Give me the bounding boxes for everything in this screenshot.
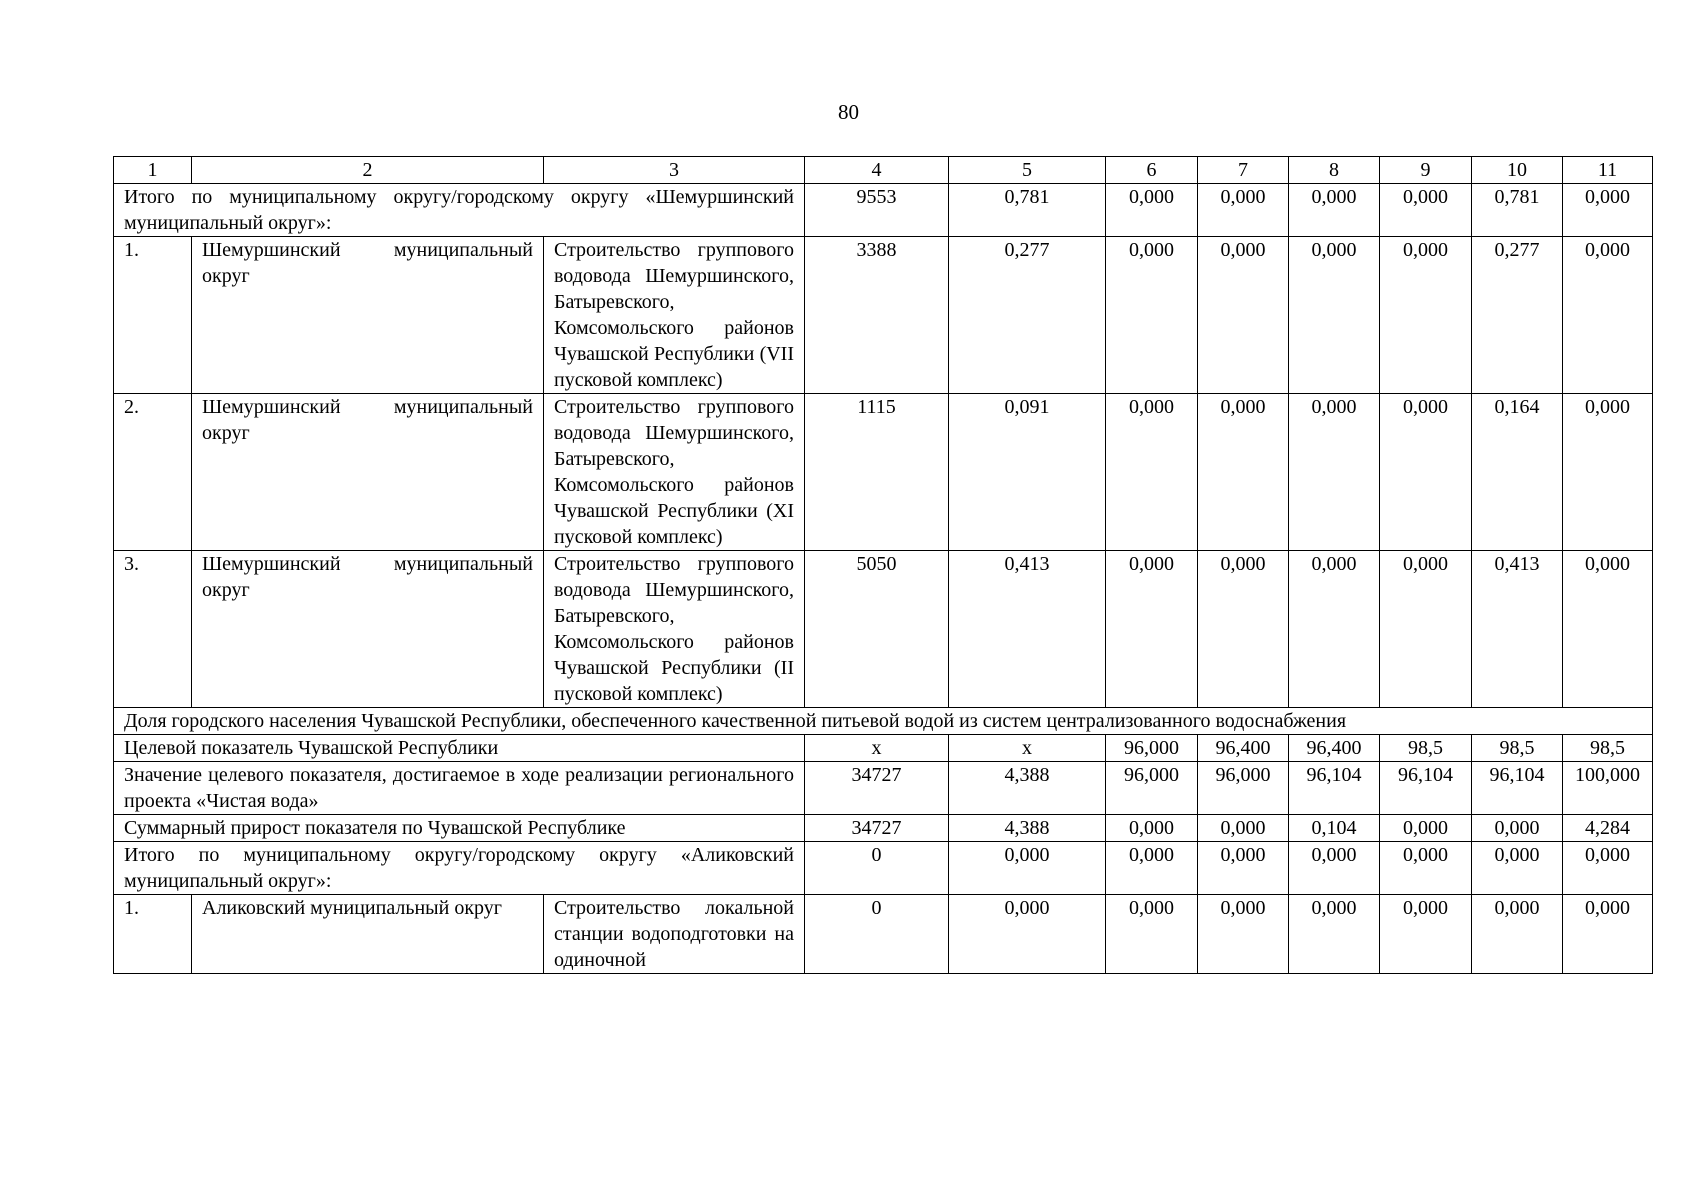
value-cell: 0,000 (1106, 895, 1198, 974)
value-cell: 96,104 (1472, 762, 1563, 815)
table-row (114, 237, 1653, 394)
value-cell: 0,000 (1289, 895, 1380, 974)
value-cell: 5050 (805, 551, 949, 708)
value-cell: 0,277 (1472, 237, 1563, 394)
value-cell: х (949, 735, 1106, 762)
value-cell: 0,000 (1289, 184, 1380, 237)
value-cell: 0,000 (1563, 237, 1653, 394)
value-cell: 100,000 (1563, 762, 1653, 815)
value-cell: 96,000 (1106, 735, 1198, 762)
header-cell: 9 (1380, 157, 1472, 184)
value-cell: 0,000 (1106, 184, 1198, 237)
header-row (114, 157, 1653, 184)
value-cell: 0,000 (1563, 551, 1653, 708)
value-cell: 0,000 (949, 842, 1106, 895)
target-label: Целевой показатель Чувашской Республики (114, 735, 805, 762)
value-cell: 0,781 (1472, 184, 1563, 237)
value-cell: 0,000 (1106, 237, 1198, 394)
subtotal-label: Итого по муниципальному округу/городскому округу «Шемуршинский муниципальный округ»: (114, 184, 805, 237)
value-cell: 34727 (805, 815, 949, 842)
section-title-row (114, 708, 1653, 735)
table-row (114, 394, 1653, 551)
value-cell: 0,000 (1472, 895, 1563, 974)
value-cell: 96,104 (1380, 762, 1472, 815)
value-cell: 0,091 (949, 394, 1106, 551)
value-cell: 3388 (805, 237, 949, 394)
target-row (114, 735, 1653, 762)
value-cell: 98,5 (1472, 735, 1563, 762)
row-number: 1. (114, 895, 192, 974)
project-cell: Строительство группового водовода Шемуршинского, Батыревского, Комсомольского районов Чувашской Республики (VII пусковой комплекс) (544, 237, 805, 394)
value-cell: 0,164 (1472, 394, 1563, 551)
achieved-label: Значение целевого показателя, достигаемое в ходе реализации регионального проекта «Чистая вода» (114, 762, 805, 815)
header-cell: 7 (1198, 157, 1289, 184)
value-cell: 0,000 (949, 895, 1106, 974)
value-cell: 96,000 (1198, 762, 1289, 815)
header-cell: 8 (1289, 157, 1380, 184)
value-cell: 0,000 (1106, 842, 1198, 895)
value-cell: 0,000 (1289, 551, 1380, 708)
value-cell: 0,000 (1198, 815, 1289, 842)
value-cell: 0,104 (1289, 815, 1380, 842)
data-table (113, 156, 1653, 974)
value-cell: 96,400 (1289, 735, 1380, 762)
value-cell: 96,104 (1289, 762, 1380, 815)
value-cell: 0,000 (1380, 815, 1472, 842)
value-cell: 98,5 (1380, 735, 1472, 762)
header-cell: 2 (192, 157, 544, 184)
row-number: 2. (114, 394, 192, 551)
row-number: 3. (114, 551, 192, 708)
value-cell: 0 (805, 842, 949, 895)
value-cell: 98,5 (1563, 735, 1653, 762)
growth-row (114, 815, 1653, 842)
district-cell: Шемуршинский муниципальный округ (192, 551, 544, 708)
value-cell: 0,000 (1198, 551, 1289, 708)
value-cell: 0,000 (1380, 184, 1472, 237)
value-cell: 0,000 (1198, 184, 1289, 237)
value-cell: 4,388 (949, 762, 1106, 815)
value-cell: 0,000 (1380, 394, 1472, 551)
value-cell: 0,781 (949, 184, 1106, 237)
table-row (114, 895, 1653, 974)
value-cell: 0 (805, 895, 949, 974)
header-cell: 5 (949, 157, 1106, 184)
value-cell: 0,000 (1380, 237, 1472, 394)
achieved-row (114, 762, 1653, 815)
value-cell: 0,000 (1563, 394, 1653, 551)
district-cell: Шемуршинский муниципальный округ (192, 237, 544, 394)
value-cell: 0,000 (1198, 895, 1289, 974)
row-number: 1. (114, 237, 192, 394)
value-cell: 4,284 (1563, 815, 1653, 842)
value-cell: 0,000 (1472, 842, 1563, 895)
value-cell: 96,000 (1106, 762, 1198, 815)
value-cell: 0,000 (1289, 237, 1380, 394)
value-cell: 0,000 (1198, 842, 1289, 895)
value-cell: 9553 (805, 184, 949, 237)
value-cell: 4,388 (949, 815, 1106, 842)
value-cell: 0,000 (1380, 895, 1472, 974)
table-row (114, 551, 1653, 708)
header-cell: 11 (1563, 157, 1653, 184)
growth-label: Суммарный прирост показателя по Чувашской Республике (114, 815, 805, 842)
value-cell: 0,000 (1380, 842, 1472, 895)
value-cell: 0,000 (1380, 551, 1472, 708)
value-cell: 1115 (805, 394, 949, 551)
value-cell: 0,000 (1563, 184, 1653, 237)
subtotal-row (114, 842, 1653, 895)
subtotal-label: Итого по муниципальному округу/городскому округу «Аликовский муниципальный округ»: (114, 842, 805, 895)
value-cell: 0,277 (949, 237, 1106, 394)
value-cell: 0,000 (1198, 394, 1289, 551)
header-cell: 1 (114, 157, 192, 184)
subtotal-row (114, 184, 1653, 237)
project-cell: Строительство группового водовода Шемуршинского, Батыревского, Комсомольского районов Чувашской Республики (II пусковой комплекс) (544, 551, 805, 708)
header-cell: 4 (805, 157, 949, 184)
project-cell: Строительство локальной станции водоподготовки на одиночной (544, 895, 805, 974)
value-cell: 0,000 (1198, 237, 1289, 394)
value-cell: 0,000 (1106, 394, 1198, 551)
district-cell: Аликовский муниципальный округ (192, 895, 544, 974)
value-cell: 0,000 (1289, 394, 1380, 551)
value-cell: 0,000 (1563, 842, 1653, 895)
project-cell: Строительство группового водовода Шемуршинского, Батыревского, Комсомольского районов Чувашской Республики (XI пусковой комплекс) (544, 394, 805, 551)
value-cell: 96,400 (1198, 735, 1289, 762)
value-cell: 0,000 (1106, 551, 1198, 708)
value-cell: 0,413 (949, 551, 1106, 708)
header-cell: 10 (1472, 157, 1563, 184)
page-number: 80 (838, 100, 859, 124)
value-cell: 0,000 (1563, 895, 1653, 974)
section-title: Доля городского населения Чувашской Республики, обеспеченного качественной питьевой водой из систем централизованного водоснабжения (114, 708, 1653, 735)
value-cell: 0,000 (1106, 815, 1198, 842)
value-cell: х (805, 735, 949, 762)
district-cell: Шемуршинский муниципальный округ (192, 394, 544, 551)
value-cell: 0,000 (1289, 842, 1380, 895)
value-cell: 0,413 (1472, 551, 1563, 708)
value-cell: 34727 (805, 762, 949, 815)
header-cell: 3 (544, 157, 805, 184)
value-cell: 0,000 (1472, 815, 1563, 842)
header-cell: 6 (1106, 157, 1198, 184)
